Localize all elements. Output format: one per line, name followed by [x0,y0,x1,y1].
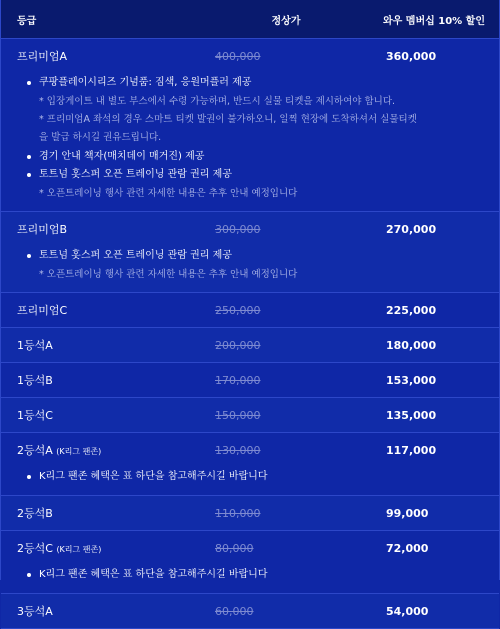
regular-price: 80,000 [215,541,254,555]
row-summary [1,293,499,327]
regular-price: 150,000 [215,408,261,422]
benefit-note: * 프리미엄A 좌석의 경우 스마트 티켓 발권이 불가하오니, 일찍 현장에 도착하셔서 실물티켓 [39,114,417,125]
benefit-item [27,75,499,91]
regular-price: 300,000 [215,222,261,236]
seat-grade [1,442,206,458]
benefit-item [27,149,499,165]
discount-price: 72,000 [386,541,429,555]
benefit-note: 을 발급 하시길 권유드립니다. [39,132,162,143]
regular-price: 60,000 [215,604,254,618]
benefit-text: 쿠팡플레이시리즈 기념품: 짐색, 응원머플러 제공 [39,77,252,88]
row-summary [1,531,499,565]
benefit-details [1,567,499,593]
benefit-text: K리그 팬존 혜택은 표 하단을 참고해주시길 바랍니다 [39,471,268,482]
seat-grade-name: 프리미엄A [17,50,68,63]
benefit-details [1,248,499,292]
seat-grade [1,505,206,521]
benefit-note: * 오픈트레이닝 행사 관련 자세한 내용은 추후 안내 예정입니다 [39,269,298,280]
table-row [1,531,499,594]
row-summary [1,363,499,397]
discount-price: 225,000 [386,303,437,317]
seat-grade-name: 1등석C [17,409,53,422]
bullet-icon [27,173,31,177]
benefit-text: 토트넘 홋스퍼 오픈 트레이닝 관람 권리 제공 [39,250,232,261]
seat-grade [1,603,206,619]
bullet-icon [27,81,31,85]
fan-zone-tag: (K리그 팬존) [56,447,102,456]
seat-grade [1,540,206,556]
table-row [1,363,499,398]
header-member-discount: 와우 멤버십 10% 할인 [383,15,485,27]
row-summary [1,212,499,246]
table-row [1,39,499,212]
seat-grade-name: 2등석B [17,507,53,520]
discount-price: 360,000 [386,49,437,63]
benefit-details [1,75,499,211]
regular-price: 130,000 [215,443,261,457]
seat-grade [1,407,206,423]
table-row [1,433,499,496]
regular-price: 110,000 [215,506,261,520]
seat-grade [1,221,206,237]
benefit-text: K리그 팬존 혜택은 표 하단을 참고해주시길 바랍니다 [39,569,268,580]
regular-price: 400,000 [215,49,261,63]
seat-grade [1,48,206,64]
header-grade: 등급 [17,15,37,27]
header-regular-price: 정상가 [271,15,301,27]
benefit-item [27,167,499,183]
seat-grade-name: 2등석C [17,542,53,555]
regular-price: 200,000 [215,338,261,352]
seat-grade [1,302,206,318]
benefit-text: 경기 안내 책자(매치데이 매거진) 제공 [39,151,205,162]
seat-grade-name: 프리미엄B [17,223,68,236]
seat-grade-name: 프리미엄C [17,304,68,317]
benefit-details [1,469,499,495]
benefit-item [27,567,499,583]
row-summary [1,496,499,530]
benefit-text: 토트넘 홋스퍼 오픈 트레이닝 관람 권리 제공 [39,169,232,180]
bullet-icon [27,573,31,577]
benefit-item [27,248,499,264]
bullet-icon [27,475,31,479]
seat-grade-name: 1등석A [17,339,53,352]
seat-grade-name: 3등석A [17,605,53,618]
discount-price: 99,000 [386,506,429,520]
row-summary [1,39,499,73]
discount-price: 117,000 [386,443,437,457]
seat-grade-name: 1등석B [17,374,53,387]
discount-price: 54,000 [386,604,429,618]
table-row [1,594,499,629]
table-body [1,39,499,629]
discount-price: 153,000 [386,373,437,387]
benefit-note: * 오픈트레이닝 행사 관련 자세한 내용은 추후 안내 예정입니다 [39,188,298,199]
table-row [1,328,499,363]
table-header [1,0,499,39]
regular-price: 250,000 [215,303,261,317]
bullet-icon [27,155,31,159]
row-summary [1,328,499,362]
seat-grade [1,337,206,353]
discount-price: 270,000 [386,222,437,236]
seat-grade-name: 2등석A [17,444,53,457]
table-row [1,293,499,328]
bullet-icon [27,254,31,258]
benefit-item [27,469,499,485]
discount-price: 180,000 [386,338,437,352]
benefit-note: * 입장게이트 내 별도 부스에서 수령 가능하며, 반드시 실물 티켓을 제시하여야 합니다. [39,96,396,107]
regular-price: 170,000 [215,373,261,387]
discount-price: 135,000 [386,408,437,422]
fan-zone-tag: (K리그 팬존) [56,545,102,554]
row-summary [1,594,499,628]
row-summary [1,433,499,467]
table-row [1,212,499,293]
table-row [1,398,499,433]
row-summary [1,398,499,432]
table-row [1,496,499,531]
seat-grade [1,372,206,388]
